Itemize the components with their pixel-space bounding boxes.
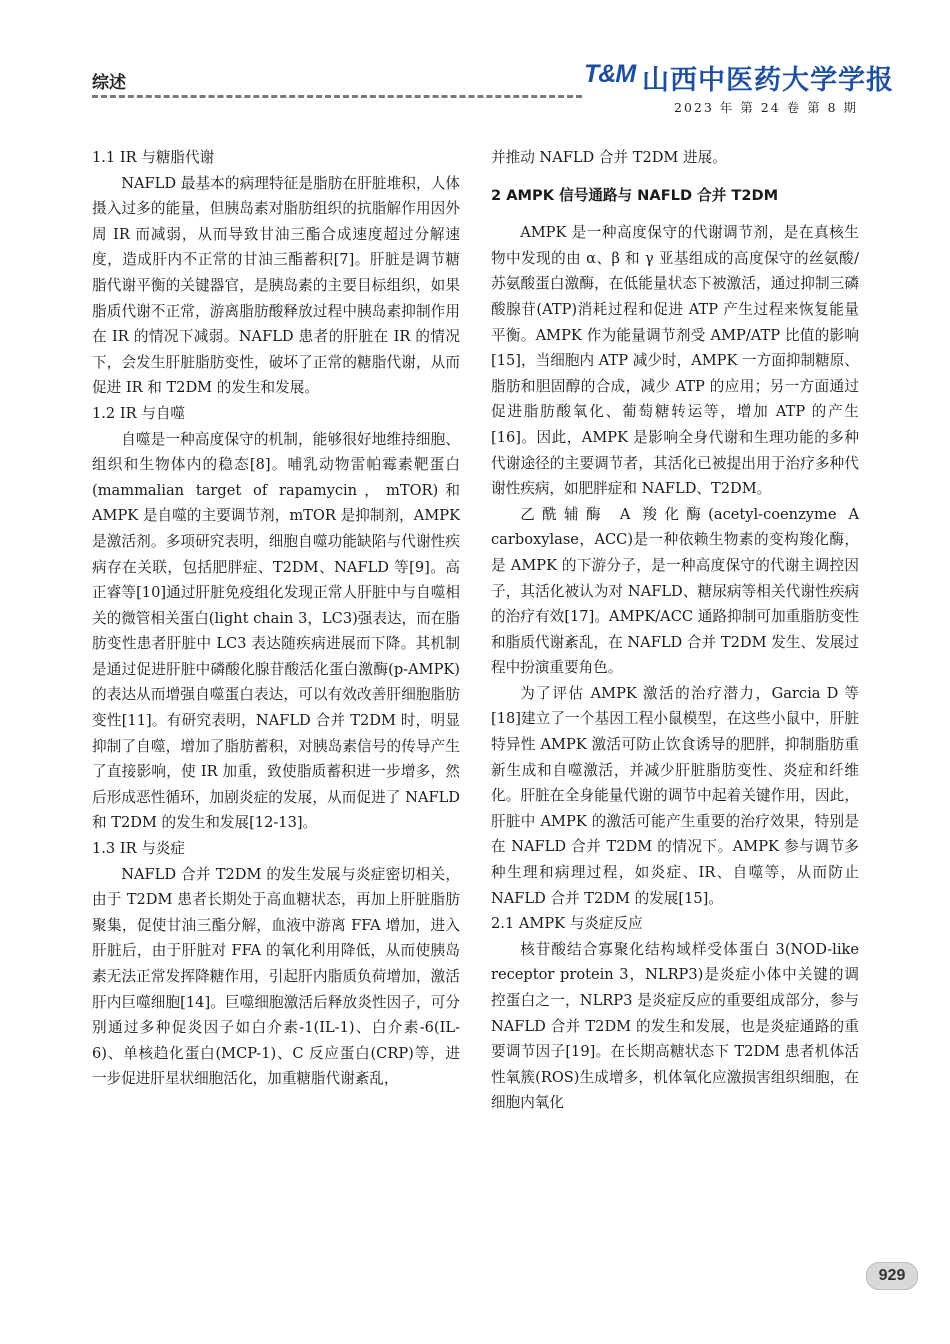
paragraph-continuation: 并推动 NAFLD 合并 T2DM 进展。 [491,149,727,166]
journal-logo: T&M [584,60,636,88]
paragraph: AMPK 是一种高度保守的代谢调节剂，是在真核生物中发现的由 α、β 和 γ 亚基组成的高度保守的丝氨酸/苏氨酸蛋白激酶，在低能量状态下被激活，通过抑制三磷酸腺苷(ATP)消耗过程和促进 ATP 产生过程来恢复能量平衡。AMPK 作为能量调节剂受 AMP/ATP 比值的影响[15]，当细胞内 ATP 减少时，AMPK 一方面抑制糖原、脂肪和胆固醇的合成，减少 ATP 的应用；另一方面通过促进脂肪酸氧化、葡萄糖转运等，增加 ATP 的产生[16]。因此，AMPK 是影响全身代谢和生理功能的多种代谢途径的主要调节者，其活化已被提出用于治疗多种代谢性疾病，如肥胖症和 NAFLD、T2DM。 [491,224,859,498]
journal-title: 山西中医药大学学报 [642,65,894,96]
issue-info: 2023 年 第 24 卷 第 8 期 [674,100,858,115]
section-heading-2-1: 2.1 AMPK 与炎症反应 [491,915,643,933]
paragraph: 乙酰辅酶 A 羧化酶(acetyl-coenzyme A carboxylase，ACC)是一种依赖生物素的变构羧化酶，是 AMPK 的下游分子，是一种高度保守的代谢主调控因子，其活化被认为对 NAFLD、糖尿病等相关代谢性疾病的治疗有效[17]。AMPK/ACC 通路抑制可加重脂肪变性和脂质代谢紊乱，在 NAFLD 合并 T2DM 发生、发展过程中扮演重要角色。 [491,505,859,677]
section-heading-1-3: 1.3 IR 与炎症 [92,840,186,858]
header-divider [92,95,582,98]
paragraph: 核苷酸结合寡聚化结构域样受体蛋白 3(NOD-like receptor protein 3，NLRP3)是炎症小体中关键的调控蛋白之一，NLRP3 是炎症反应的重要组成部分，参与 NAFLD 合并 T2DM 的发生和发展，也是炎症通路的重要调节因子[19]。在长期高糖状态下 T2DM 患者机体活性氧簇(ROS)生成增多，机体氧化应激损害组织细胞，在细胞内氧化 [491,940,859,1112]
page-number: 929 [866,1262,918,1290]
paragraph: 为了评估 AMPK 激活的治疗潜力，Garcia D 等[18]建立了一个基因工程小鼠模型，在这些小鼠中，肝脏特异性 AMPK 激活可防止饮食诱导的肥胖，抑制脂肪重新生成和自噬激活，并减少肝脏脂肪变性、炎症和纤维化。肝脏在全身能量代谢的调节中起着关键作用，因此，肝脏中 AMPK 的激活可能产生重要的治疗效果，特别是在 NAFLD 合并 T2DM 的情况下。AMPK 参与调节多种生理和病理过程，如炎症、IR、自噬等，从而防止 NAFLD 合并 T2DM 的发展[15]。 [491,684,859,907]
section-heading-2: 2 AMPK 信号通路与 NAFLD 合并 T2DM [491,186,779,204]
section-heading-1-2: 1.2 IR 与自噬 [92,404,186,422]
right-column [491,145,859,1116]
paragraph: NAFLD 合并 T2DM 的发生发展与炎症密切相关，由于 T2DM 患者长期处于高血糖状态，再加上肝脏脂肪聚集，促使甘油三酯分解，血液中游离 FFA 增加，进入肝脏后，由于肝脏对 FFA 的氧化利用降低，从而使胰岛素无法正常发挥降糖作用，引起肝内脂质负荷增加，激活肝内巨噬细胞[14]。巨噬细胞激活后释放炎性因子，可分别通过多种促炎因子如白介素-1(IL-1)、白介素-6(IL-6)、单核趋化蛋白(MCP-1)、C 反应蛋白(CRP)等，进一步促进肝星状细胞活化，加重糖脂代谢紊乱， [92,865,460,1088]
paragraph: NAFLD 最基本的病理特征是脂肪在肝脏堆积，人体摄入过多的能量，但胰岛素对脂肪组织的抗脂解作用因外周 IR 而减弱，从而导致甘油三酯合成速度超过分解速度，造成肝内不正常的甘油三酯蓄积[7]。肝脏是调节糖脂代谢平衡的关键器官，是胰岛素的主要目标组织，如果脂质代谢不正常，游离脂肪酸释放过程中胰岛素抑制作用在 IR 的情况下减弱。NAFLD 患者的肝脏在 IR 的情况下，会发生肝脏脂肪变性，破坏了正常的糖脂代谢，从而促进 IR 和 T2DM 的发生和发展。 [92,174,460,397]
section-label: 综述 [92,73,126,93]
section-heading-1-1: 1.1 IR 与糖脂代谢 [92,149,215,166]
paragraph: 自噬是一种高度保守的机制，能够很好地维持细胞、组织和生物体内的稳态[8]。哺乳动物雷帕霉素靶蛋白(mammalian target of rapamycin，mTOR)和 AMPK 是自噬的主要调节剂，mTOR 是抑制剂，AMPK 是激活剂。多项研究表明，细胞自噬功能缺陷与代谢性疾病存在关联，包括肥胖症、T2DM、NAFLD 等[9]。高正睿等[10]通过肝脏免疫组化发现正常人肝脏中与自噬相关的微管相关蛋白(light chain 3，LC3)强表达，而在脂肪变性患者肝脏中 LC3 表达随疾病进展而下降。其机制是通过促进肝脏中磷酸化腺苷酸活化蛋白激酶(p-AMPK)的表达从而增强自噬蛋白表达，可以有效改善肝细胞脂肪变性[11]。有研究表明，NAFLD 合并 T2DM 时，明显抑制了自噬，增加了脂肪蓄积，对胰岛素信号的传导产生了直接影响，使 IR 加重，致使脂质蓄积进一步增多，然后形成恶性循环，加剧炎症的发展，从而促进了 NAFLD 和 T2DM 的发生和发展[12-13]。 [92,430,460,832]
left-column [92,145,460,1092]
